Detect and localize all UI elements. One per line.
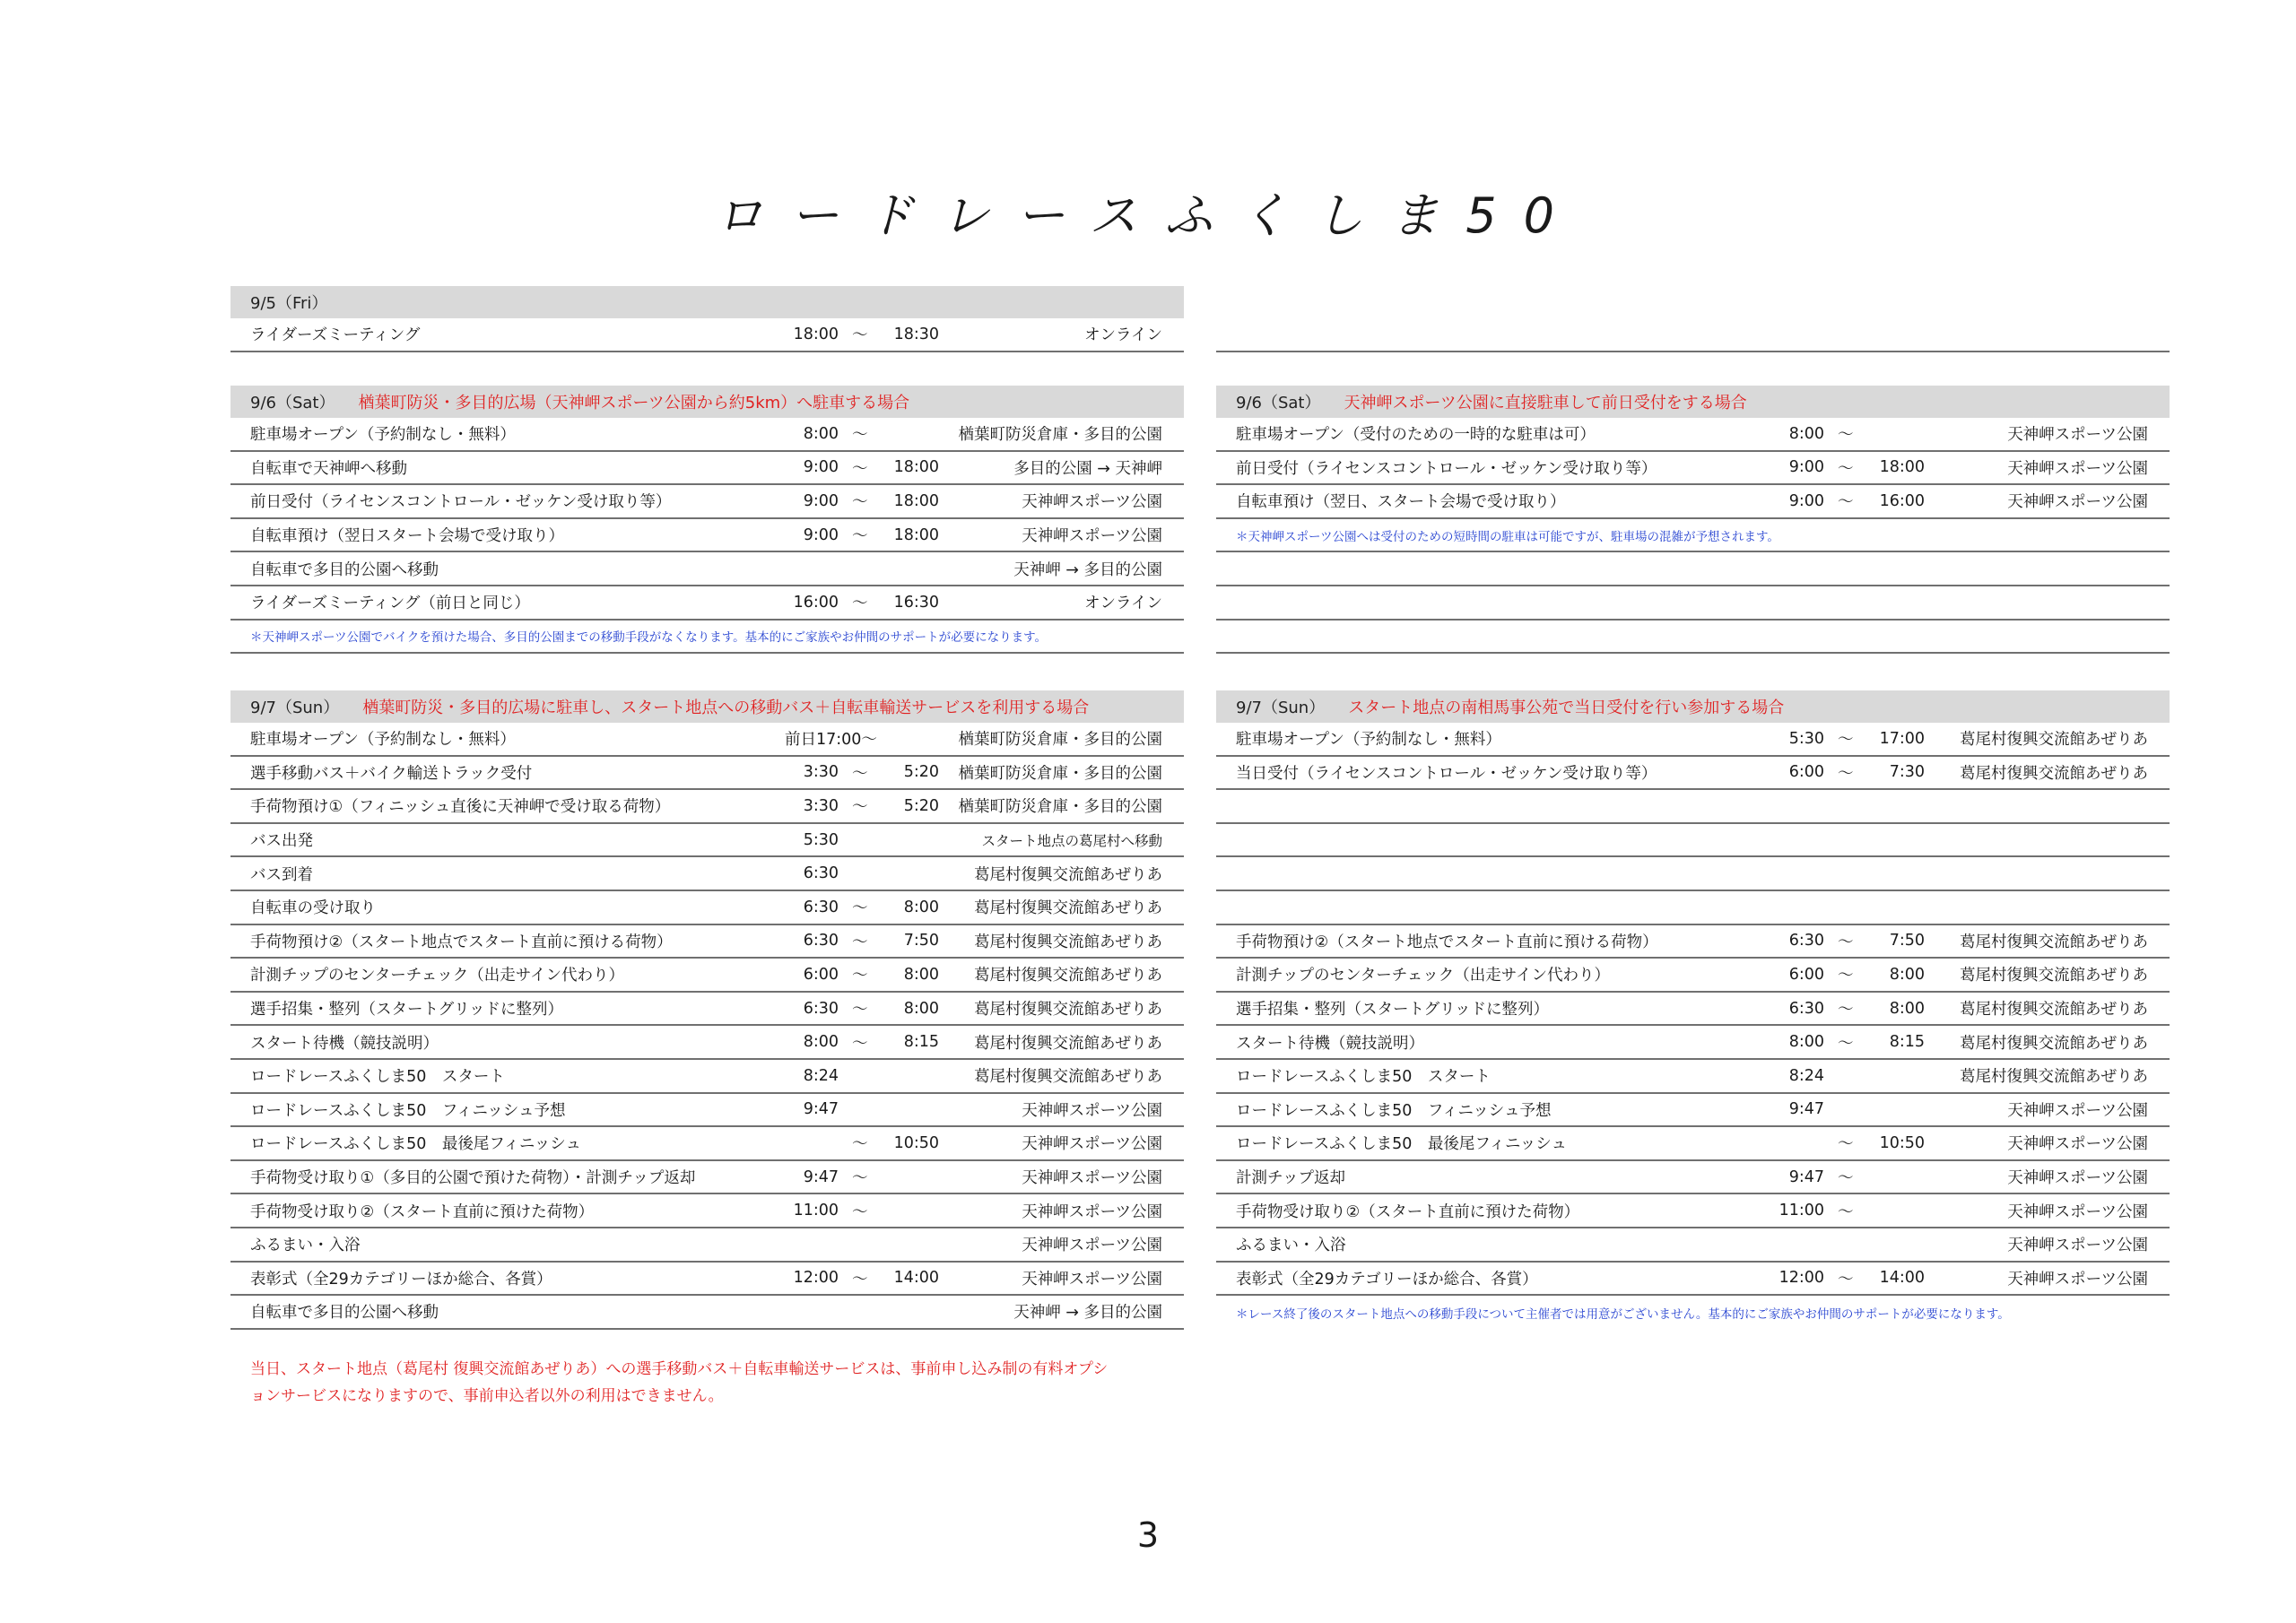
section-date: 9/7（Sun）	[1236, 699, 1326, 717]
schedule-row	[1216, 1127, 2170, 1161]
row-location: 天神岬スポーツ公園	[2007, 1270, 2148, 1289]
row-location: 天神岬スポーツ公園	[2007, 1202, 2148, 1221]
row-location: 天神岬スポーツ公園	[1022, 493, 1162, 512]
schedule-row	[230, 586, 1184, 621]
page-number: 3	[1136, 1515, 1160, 1555]
schedule-row	[230, 1228, 1184, 1263]
row-label: 手荷物預け②（スタート地点でスタート直前に預ける荷物）	[1236, 933, 1658, 951]
row-location: 天神岬 → 多目的公園	[1013, 1304, 1162, 1323]
section-0906-a	[230, 386, 1184, 654]
row-start-time: 8:24	[803, 1066, 839, 1085]
row-label: 手荷物預け②（スタート地点でスタート直前に預ける荷物）	[250, 933, 673, 951]
row-end-time: 17:00	[1879, 729, 1925, 748]
schedule-row	[230, 1161, 1184, 1195]
row-start-time: 9:00	[1788, 458, 1824, 477]
schedule-row	[230, 891, 1184, 925]
schedule-row	[230, 1094, 1184, 1128]
row-label: 表彰式（全29カテゴリーほか総合、各賞）	[250, 1270, 552, 1289]
row-start-time: 18:00	[793, 325, 839, 343]
row-start-time: 6:00	[1788, 965, 1824, 984]
row-label: 選手招集・整列（スタートグリッドに整列）	[250, 1001, 563, 1020]
section-subtitle: 楢葉町防災・多目的広場（天神岬スポーツ公園から約5km）へ駐車する場合	[358, 394, 910, 412]
row-start-time: 6:30	[803, 898, 839, 916]
row-label: 選手招集・整列（スタートグリッドに整列）	[1236, 1001, 1549, 1020]
schedule-row	[230, 1263, 1184, 1297]
row-label: 駐車場オープン（予約制なし・無料）	[1236, 731, 1501, 750]
row-location: 天神岬スポーツ公園	[2007, 459, 2148, 478]
schedule-row	[1216, 418, 2170, 452]
row-end-time: 18:00	[1879, 458, 1925, 477]
row-location: 葛尾村復興交流館あぜりあ	[974, 899, 1162, 918]
row-location: 葛尾村復興交流館あぜりあ	[974, 933, 1162, 951]
row-label: 選手移動バス＋バイク輸送トラック受付	[250, 764, 533, 783]
section-subtitle: 楢葉町防災・多目的広場に駐車し、スタート地点への移動バス＋自転車輸送サービスを利用する場合	[362, 699, 1090, 717]
row-tilde: 〜	[852, 527, 868, 546]
row-end-time: 14:00	[893, 1269, 939, 1288]
row-label: 自転車預け（翌日スタート会場で受け取り）	[250, 527, 564, 546]
empty-row	[1216, 552, 2170, 586]
row-location: オンライン	[1084, 326, 1162, 345]
row-tilde: 〜	[852, 1270, 868, 1289]
row-start-time: 12:00	[1779, 1269, 1824, 1288]
schedule-row	[230, 790, 1184, 824]
row-end-time: 7:50	[903, 932, 939, 950]
section-header	[1216, 386, 2170, 418]
schedule-row	[230, 757, 1184, 791]
row-start-time: 9:00	[1788, 491, 1824, 510]
row-location: 葛尾村復興交流館あぜりあ	[1960, 1001, 2148, 1020]
schedule-row	[1216, 1194, 2170, 1228]
row-location: 天神岬スポーツ公園	[2007, 1237, 2148, 1255]
row-location: 天神岬スポーツ公園	[1022, 1202, 1162, 1221]
row-location: 楢葉町防災倉庫・多目的公園	[958, 426, 1162, 445]
row-tilde: 〜	[852, 933, 868, 951]
row-location: 楢葉町防災倉庫・多目的公園	[958, 731, 1162, 750]
row-location: 天神岬スポーツ公園	[2007, 426, 2148, 445]
row-start-time: 3:30	[803, 763, 839, 782]
row-tilde: 〜	[852, 798, 868, 817]
row-start-time: 6:00	[803, 965, 839, 984]
row-tilde: 〜	[1838, 967, 1854, 985]
row-tilde: 〜	[1838, 1270, 1854, 1289]
row-label: 駐車場オープン（予約制なし・無料）	[250, 426, 516, 445]
row-label: 前日受付（ライセンスコントロール・ゼッケン受け取り等）	[1236, 459, 1657, 478]
row-label: 手荷物受け取り②（スタート直前に預けた荷物）	[1236, 1202, 1580, 1221]
row-start-time: 8:00	[803, 424, 839, 443]
right-spacer	[1216, 318, 2170, 352]
schedule-row	[1216, 1161, 2170, 1195]
row-start-time: 16:00	[793, 593, 839, 612]
row-tilde: 〜	[852, 1135, 868, 1154]
schedule-row	[230, 519, 1184, 553]
row-label: 駐車場オープン（予約制なし・無料）	[250, 731, 516, 750]
section-date: 9/7（Sun）	[250, 699, 340, 717]
row-label: 当日受付（ライセンスコントロール・ゼッケン受け取り等）	[1236, 764, 1657, 783]
row-end-time: 18:00	[893, 525, 939, 544]
row-label: ふるまい・入浴	[250, 1237, 361, 1255]
row-end-time: 10:50	[1879, 1133, 1925, 1152]
row-end-time: 8:00	[903, 965, 939, 984]
row-location: 多目的公園 → 天神岬	[1013, 459, 1162, 478]
section-date: 9/6（Sat）	[1236, 394, 1321, 412]
row-label: 自転車の受け取り	[250, 899, 376, 918]
empty-row	[1216, 621, 2170, 655]
row-label: ロードレースふくしま50 最後尾フィニッシュ	[1236, 1135, 1567, 1154]
row-end-time: 7:30	[1889, 763, 1925, 782]
row-tilde: 〜	[852, 764, 868, 783]
schedule-row	[1216, 757, 2170, 791]
schedule-rows	[1216, 723, 2170, 790]
row-label: 自転車で多目的公園へ移動	[250, 1304, 439, 1323]
row-label: ライダーズミーティング（前日と同じ）	[250, 595, 530, 613]
row-location: 天神岬スポーツ公園	[2007, 1135, 2148, 1154]
row-label: 手荷物受け取り①（多目的公園で預けた荷物）・計測チップ返却	[250, 1169, 696, 1188]
row-tilde: 〜	[1838, 1169, 1854, 1188]
row-label: 表彰式（全29カテゴリーほか総合、各賞）	[1236, 1270, 1538, 1289]
schedule-row	[1216, 485, 2170, 519]
row-label: ふるまい・入浴	[1236, 1237, 1346, 1255]
schedule-row	[230, 485, 1184, 519]
row-tilde: 〜	[1838, 1135, 1854, 1154]
row-location: 葛尾村復興交流館あぜりあ	[974, 865, 1162, 884]
section-note: ＊レース終了後のスタート地点への移動手段について主催者では用意がございません。基本的にご家族やお仲間のサポートが必要になります。	[1236, 1306, 2010, 1322]
row-start-time: 8:24	[1788, 1066, 1824, 1085]
schedule-row	[1216, 1263, 2170, 1297]
row-tilde: 〜	[852, 459, 868, 478]
schedule-row	[1216, 723, 2170, 757]
row-start-time: 6:30	[803, 999, 839, 1018]
row-location: 天神岬スポーツ公園	[2007, 493, 2148, 512]
row-end-time: 18:00	[893, 491, 939, 510]
row-end-time: 8:00	[903, 999, 939, 1018]
schedule-row	[230, 1296, 1184, 1330]
row-location: 天神岬スポーツ公園	[1022, 1101, 1162, 1120]
row-start-time: 11:00	[793, 1202, 839, 1220]
row-start-time: 6:30	[1788, 999, 1824, 1018]
row-tilde: 〜	[852, 899, 868, 918]
row-location: 天神岬スポーツ公園	[1022, 1135, 1162, 1154]
schedule-row	[230, 1026, 1184, 1060]
empty-row	[1216, 586, 2170, 621]
schedule-rows	[1216, 418, 2170, 519]
row-end-time: 16:00	[1879, 491, 1925, 510]
row-tilde: 〜	[1838, 1034, 1854, 1053]
row-start-time: 6:30	[803, 932, 839, 950]
row-location: 楢葉町防災倉庫・多目的公園	[958, 798, 1162, 817]
row-location: 天神岬スポーツ公園	[1022, 1237, 1162, 1255]
schedule-row	[1216, 925, 2170, 959]
schedule-row	[1216, 1026, 2170, 1060]
page-title: ロードレースふくしま50	[714, 187, 1581, 244]
schedule-rows	[230, 723, 1184, 1330]
row-tilde: 〜	[852, 595, 868, 613]
schedule-row	[230, 452, 1184, 486]
row-tilde: 〜	[852, 1001, 868, 1020]
row-location: 楢葉町防災倉庫・多目的公園	[958, 764, 1162, 783]
empty-row	[1216, 857, 2170, 891]
empty-row	[1216, 318, 2170, 352]
schedule-row	[230, 824, 1184, 858]
row-location: オンライン	[1084, 595, 1162, 613]
row-location: スタート地点の葛尾村へ移動	[981, 832, 1162, 849]
section-date: 9/6（Sat）	[250, 394, 335, 412]
row-start-time: 9:47	[803, 1167, 839, 1186]
schedule-row	[230, 959, 1184, 993]
row-label: ロードレースふくしま50 スタート	[250, 1068, 505, 1087]
section-subtitle: スタート地点の南相馬事公苑で当日受付を行い参加する場合	[1348, 699, 1785, 717]
row-location: 天神岬スポーツ公園	[2007, 1101, 2148, 1120]
row-location: 葛尾村復興交流館あぜりあ	[974, 967, 1162, 985]
section-note: ＊天神岬スポーツ公園でバイクを預けた場合、多目的公園までの移動手段がなくなります。基本的にご家族やお仲間のサポートが必要になります。	[230, 621, 1184, 655]
row-location: 天神岬 → 多目的公園	[1013, 560, 1162, 579]
section-note: ＊天神岬スポーツ公園へは受付のための短時間の駐車は可能ですが、駐車場の混雑が予想されます。	[1216, 519, 2170, 553]
row-end-time: 8:00	[1889, 965, 1925, 984]
row-end-time: 8:00	[903, 898, 939, 916]
row-end-time: 8:00	[1889, 999, 1925, 1018]
schedule-row	[230, 552, 1184, 586]
schedule-row	[1216, 452, 2170, 486]
row-location: 葛尾村復興交流館あぜりあ	[974, 1068, 1162, 1087]
row-location: 葛尾村復興交流館あぜりあ	[1960, 967, 2148, 985]
schedule-row	[1216, 959, 2170, 993]
row-location: 葛尾村復興交流館あぜりあ	[1960, 1034, 2148, 1053]
section-header	[1216, 690, 2170, 723]
row-label: 計測チップのセンターチェック（出走サイン代わり）	[250, 967, 625, 985]
empty-row	[1216, 891, 2170, 925]
row-location: 天神岬スポーツ公園	[1022, 1270, 1162, 1289]
row-start-time: 6:30	[803, 864, 839, 883]
schedule-row	[230, 1194, 1184, 1228]
footnote-line: 当日、スタート地点（葛尾村 復興交流館あぜりあ）への選手移動バス＋自転車輸送サービスは、事前申し込み制の有料オプシ	[250, 1360, 1109, 1378]
row-start-time: 9:47	[1788, 1167, 1824, 1186]
row-start-time: 6:00	[1788, 763, 1824, 782]
row-end-time: 18:00	[893, 458, 939, 477]
schedule-row	[230, 993, 1184, 1027]
row-label: ロードレースふくしま50 フィニッシュ予想	[1236, 1101, 1552, 1120]
section-header	[230, 386, 1184, 418]
row-label: 駐車場オープン（受付のための一時的な駐車は可）	[1236, 426, 1596, 445]
row-tilde: 〜	[1838, 459, 1854, 478]
row-start-time: 5:30	[803, 830, 839, 849]
section-0907-b	[1216, 690, 2170, 1330]
row-start-time: 6:30	[1788, 932, 1824, 950]
row-label: スタート待機（競技説明）	[250, 1034, 439, 1053]
row-start-time: 9:47	[803, 1100, 839, 1119]
section-0905	[230, 286, 1184, 352]
row-end-time: 8:15	[1889, 1033, 1925, 1052]
row-tilde: 〜	[1838, 1001, 1854, 1020]
row-tilde: 〜	[1838, 764, 1854, 783]
row-start-time: 8:00	[803, 1033, 839, 1052]
row-location: 葛尾村復興交流館あぜりあ	[1960, 731, 2148, 750]
section-subtitle: 天神岬スポーツ公園に直接駐車して前日受付をする場合	[1344, 394, 1747, 412]
section-date: 9/5（Fri）	[250, 294, 328, 313]
row-label: スタート待機（競技説明）	[1236, 1034, 1424, 1053]
row-label: ロードレースふくしま50 フィニッシュ予想	[250, 1101, 566, 1120]
row-label: バス到着	[250, 865, 313, 884]
schedule-rows	[1216, 925, 2170, 1297]
row-tilde: 〜	[852, 493, 868, 512]
row-start-time: 11:00	[1779, 1202, 1824, 1220]
row-label: 計測チップ返却	[1236, 1169, 1345, 1188]
schedule-row	[1216, 1060, 2170, 1094]
row-location: 葛尾村復興交流館あぜりあ	[1960, 933, 2148, 951]
row-tilde: 〜	[852, 967, 868, 985]
row-label: バス出発	[250, 832, 313, 851]
row-tilde: 〜	[1838, 493, 1854, 512]
row-end-time: 10:50	[893, 1133, 939, 1152]
row-end-time: 5:20	[903, 796, 939, 815]
row-label: ロードレースふくしま50 スタート	[1236, 1068, 1491, 1087]
row-start-time: 9:47	[1788, 1100, 1824, 1119]
row-location: 天神岬スポーツ公園	[1022, 527, 1162, 546]
schedule-row	[1216, 1228, 2170, 1263]
row-start-time: 8:00	[1788, 424, 1824, 443]
row-tilde: 〜	[852, 426, 868, 445]
row-location: 葛尾村復興交流館あぜりあ	[1960, 1068, 2148, 1087]
row-end-time: 8:15	[903, 1033, 939, 1052]
row-tilde: 〜	[852, 1169, 868, 1188]
footnote-line: ョンサービスになりますので、事前申込者以外の利用はできません。	[250, 1387, 724, 1405]
schedule-row	[230, 723, 1184, 757]
section-header	[230, 286, 1184, 318]
row-tilde: 〜	[1838, 426, 1854, 445]
row-label: 手荷物受け取り②（スタート直前に預けた荷物）	[250, 1202, 595, 1221]
schedule-row	[1216, 993, 2170, 1027]
row-start-time: 前日17:00〜	[785, 731, 877, 750]
row-end-time: 7:50	[1889, 932, 1925, 950]
row-label: 自転車で多目的公園へ移動	[250, 560, 439, 579]
row-label: 前日受付（ライセンスコントロール・ゼッケン受け取り等）	[250, 493, 672, 512]
row-location: 葛尾村復興交流館あぜりあ	[1960, 764, 2148, 783]
row-end-time: 18:30	[893, 325, 939, 343]
row-start-time: 3:30	[803, 796, 839, 815]
row-location: 天神岬スポーツ公園	[1022, 1169, 1162, 1188]
section-header	[230, 690, 1184, 723]
row-start-time: 9:00	[803, 458, 839, 477]
schedule-row	[230, 418, 1184, 452]
row-location: 葛尾村復興交流館あぜりあ	[974, 1034, 1162, 1053]
row-label: ロードレースふくしま50 最後尾フィニッシュ	[250, 1135, 581, 1154]
row-start-time: 8:00	[1788, 1033, 1824, 1052]
row-location: 葛尾村復興交流館あぜりあ	[974, 1001, 1162, 1020]
section-0906-b	[1216, 386, 2170, 654]
row-tilde: 〜	[852, 1202, 868, 1221]
schedule-row	[230, 925, 1184, 959]
schedule-row	[1216, 1094, 2170, 1128]
row-start-time: 12:00	[793, 1269, 839, 1288]
schedule-rows	[230, 418, 1184, 621]
row-tilde: 〜	[852, 1034, 868, 1053]
schedule-row	[230, 857, 1184, 891]
row-end-time: 16:30	[893, 593, 939, 612]
row-tilde: 〜	[852, 326, 868, 345]
row-location: 天神岬スポーツ公園	[2007, 1169, 2148, 1188]
schedule-row	[230, 1127, 1184, 1161]
row-start-time: 9:00	[803, 491, 839, 510]
row-end-time: 5:20	[903, 763, 939, 782]
footnote	[250, 1356, 1183, 1410]
row-label: 自転車で天神岬へ移動	[250, 459, 407, 478]
schedule-row	[230, 1060, 1184, 1094]
section-0907-a	[230, 690, 1184, 1330]
empty-row	[1216, 790, 2170, 824]
schedule-row	[230, 318, 1184, 352]
row-start-time: 9:00	[803, 525, 839, 544]
row-end-time: 14:00	[1879, 1269, 1925, 1288]
row-label: ライダーズミーティング	[250, 326, 421, 345]
row-label: 手荷物預け①（フィニッシュ直後に天神岬で受け取る荷物）	[250, 798, 671, 817]
empty-row	[1216, 824, 2170, 858]
row-tilde: 〜	[1838, 731, 1854, 750]
row-start-time: 5:30	[1788, 729, 1824, 748]
row-label: 自転車預け（翌日、スタート会場で受け取り）	[1236, 493, 1566, 512]
row-tilde: 〜	[1838, 933, 1854, 951]
row-tilde: 〜	[1838, 1202, 1854, 1221]
row-label: 計測チップのセンターチェック（出走サイン代わり）	[1236, 967, 1611, 985]
schedule-rows	[230, 318, 1184, 352]
